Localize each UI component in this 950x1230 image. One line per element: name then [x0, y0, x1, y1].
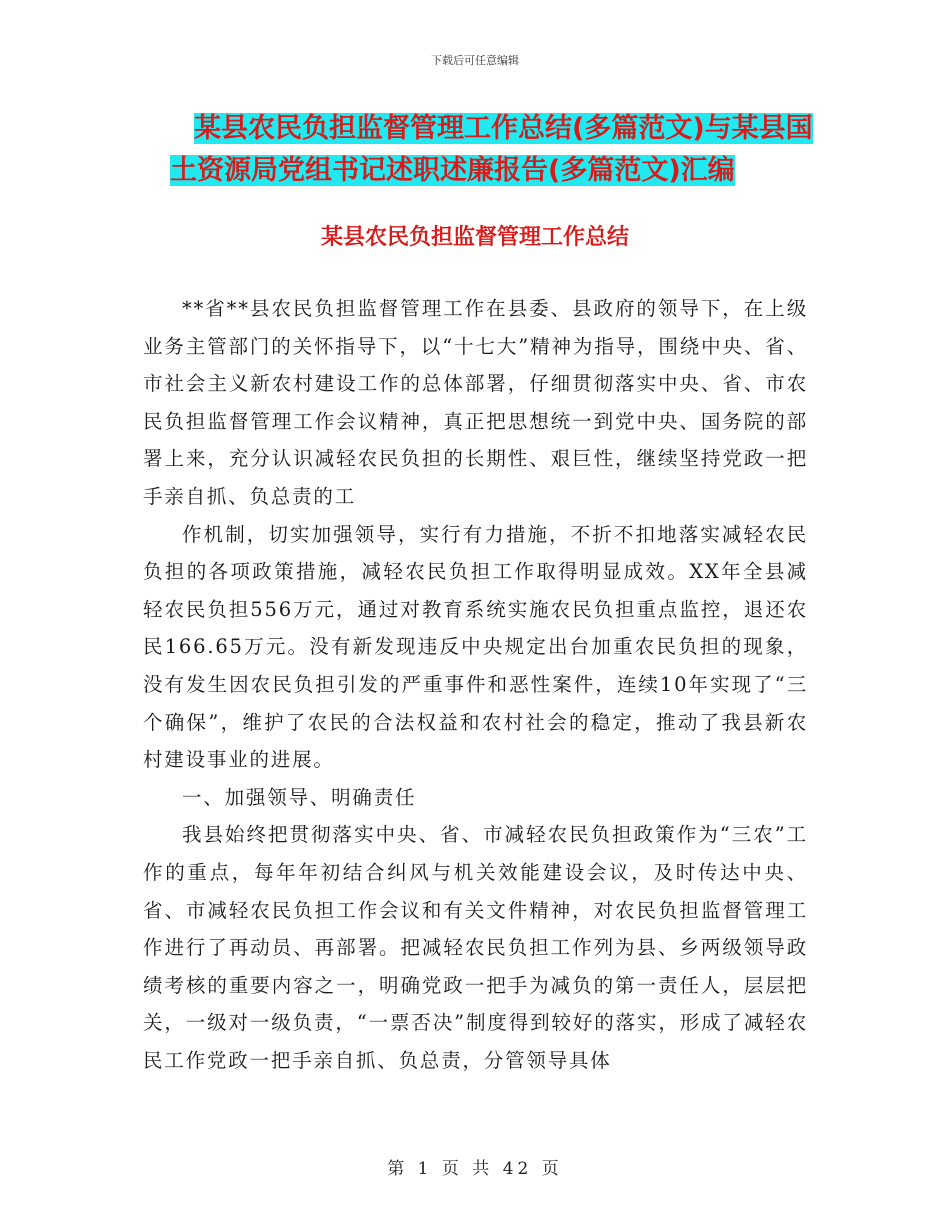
document-title	[170, 108, 820, 192]
paragraph: 作机制，切实加强领导，实行有力措施，不折不扣地落实减轻农民负担的各项政策措施，减轻农民负担工作取得明显成效。XX年全县减轻农民负担556万元，通过对教育系统实施农民负担重点监控，退还农民166.65万元。没有新发现违反中央规定出台加重农民负担的现象，没有发生因农民负担引发的严重事件和恶性案件，连续10年实现了“三个确保”，维护了农民的合法权益和农村社会的稳定，推动了我县新农村建设事业的进展。	[143, 522, 808, 772]
section-title: 某县农民负担监督管理工作总结	[320, 225, 629, 250]
body-text	[143, 290, 808, 1079]
page-number: 第 1 页 共 42 页	[387, 1159, 563, 1179]
paragraph: **省**县农民负担监督管理工作在县委、县政府的领导下，在上级业务主管部门的关怀指导下，以“十七大”精神为指导，围绕中央、省、市社会主义新农村建设工作的总体部署，仔细贯彻落实中央、省、市农民负担监督管理工作会议精神，真正把思想统一到党中央、国务院的部署上来，充分认识减轻农民负担的长期性、艰巨性，继续坚持党政一把手亲自抓、负总责的工	[143, 297, 808, 508]
paragraph: 我县始终把贯彻落实中央、省、市减轻农民负担政策作为“三农”工作的重点，每年年初结合纠风与机关效能建设会议，及时传达中央、省、市减轻农民负担工作会议和有关文件精神，对农民负担监督管理工作进行了再动员、再部署。把减轻农民负担工作列为县、乡两级领导政绩考核的重要内容之一，明确党政一把手为减负的第一责任人，层层把关，一级对一级负责，“一票否决”制度得到较好的落实，形成了减轻农民工作党政一把手亲自抓、负总责，分管领导具体	[143, 823, 808, 1072]
page-header-note: 下载后可任意编辑	[431, 54, 519, 67]
document-title-line-1: 某县农民负担监督管理工作总结(多篇范文)与某县国	[194, 113, 813, 144]
section-heading: 一、加强领导、明确责任	[182, 785, 417, 809]
document-title-line-2: 土资源局党组书记述职述廉报告(多篇范文)汇编	[170, 155, 735, 186]
